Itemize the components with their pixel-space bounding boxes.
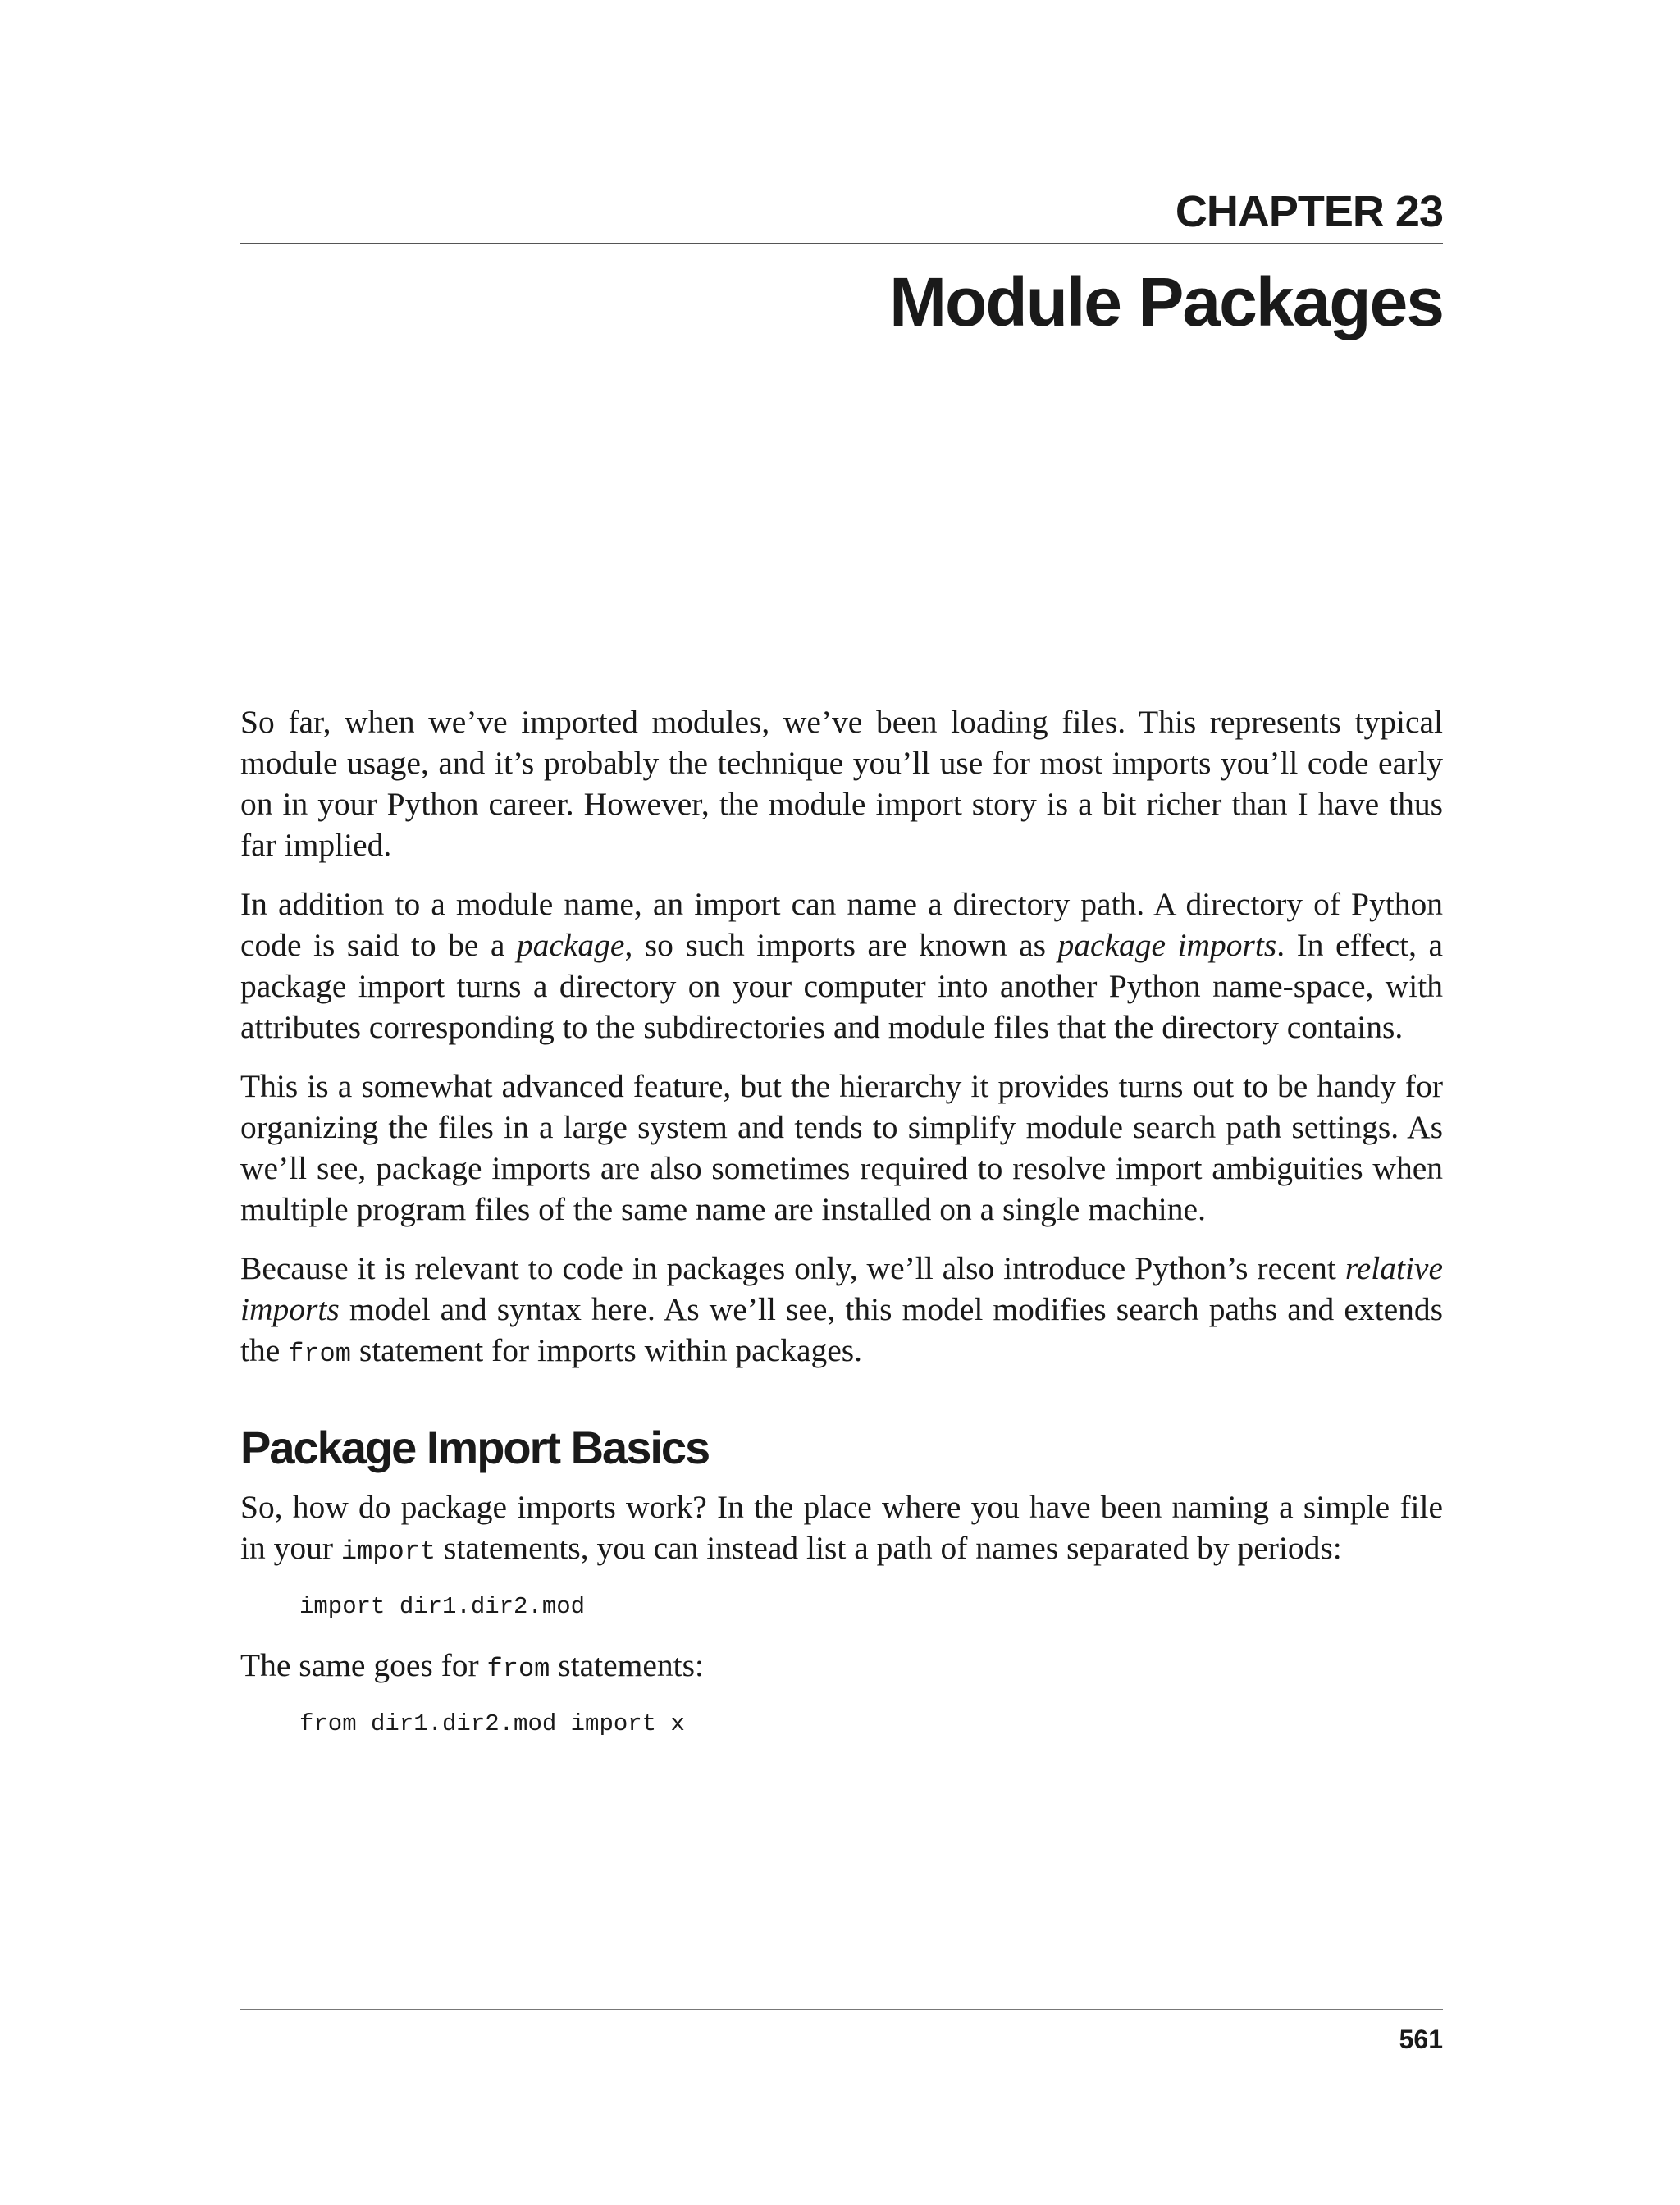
text-run: In addition to a module name, an import can name a directory path. A directory of Python code is said to be a [240, 886, 1443, 963]
emphasis-relative-imports: relative imports [240, 1250, 1443, 1327]
text-run: . In effect, a package import turns a directory on your computer into another Python name-space, with attributes corresponding to the subdirectories and module files that the directory contains. [240, 927, 1443, 1045]
inline-code-from: from [486, 1654, 550, 1684]
intro-paragraph-1: So far, when we’ve imported modules, we’ve been loading files. This represents typical module usage, and it’s probably the technique you’ll use for most imports you’ll code early on in your Python career. However, the module import story is a bit richer than I have thus far implied. [240, 704, 1443, 863]
section-paragraph-2 [240, 1645, 1443, 1690]
code-example-import: import dir1.dir2.mod [299, 1593, 586, 1620]
chapter-rule [240, 243, 1443, 244]
text-run: So, how do package imports work? In the place where you have been naming a simple file in your [240, 1489, 1443, 1566]
page-content [240, 701, 1443, 1762]
text-run: Because it is relevant to code in packages only, we’ll also introduce Python’s recent [240, 1250, 1345, 1286]
code-example-from-import: from dir1.dir2.mod import x [299, 1710, 685, 1737]
text-run: The same goes for [240, 1647, 487, 1683]
text-run: statement for imports within packages. [350, 1332, 863, 1368]
intro-paragraph-2 [240, 883, 1443, 1048]
text-run: statements, you can instead list a path of names separated by periods: [436, 1530, 1342, 1566]
text-run: , so such imports are known as [624, 927, 1058, 963]
text-run: statements: [550, 1647, 704, 1683]
intro-paragraph-4 [240, 1248, 1443, 1375]
inline-code-from: from [288, 1339, 351, 1369]
inline-code-import: import [340, 1536, 436, 1567]
emphasis-package-imports: package imports [1057, 927, 1277, 963]
emphasis-package: package [516, 927, 625, 963]
chapter-title: Module Packages [889, 263, 1443, 340]
intro-paragraph-3: This is a somewhat advanced feature, but the hierarchy it provides turns out to be handy for organizing the files in a large system and tends to simplify module search path settings. As we’ll see, package imports are also sometimes required to resolve import ambiguities when multiple program files of the same name are installed on a single machine. [240, 1068, 1443, 1227]
chapter-label: CHAPTER 23 [1175, 187, 1443, 236]
page-number: 561 [1399, 2025, 1443, 2054]
text-run: model and syntax here. As we’ll see, this model modifies search paths and extends the [240, 1291, 1443, 1368]
section-heading: Package Import Basics [240, 1422, 710, 1473]
footer-rule [240, 2009, 1443, 2010]
section-paragraph-1 [240, 1486, 1443, 1573]
